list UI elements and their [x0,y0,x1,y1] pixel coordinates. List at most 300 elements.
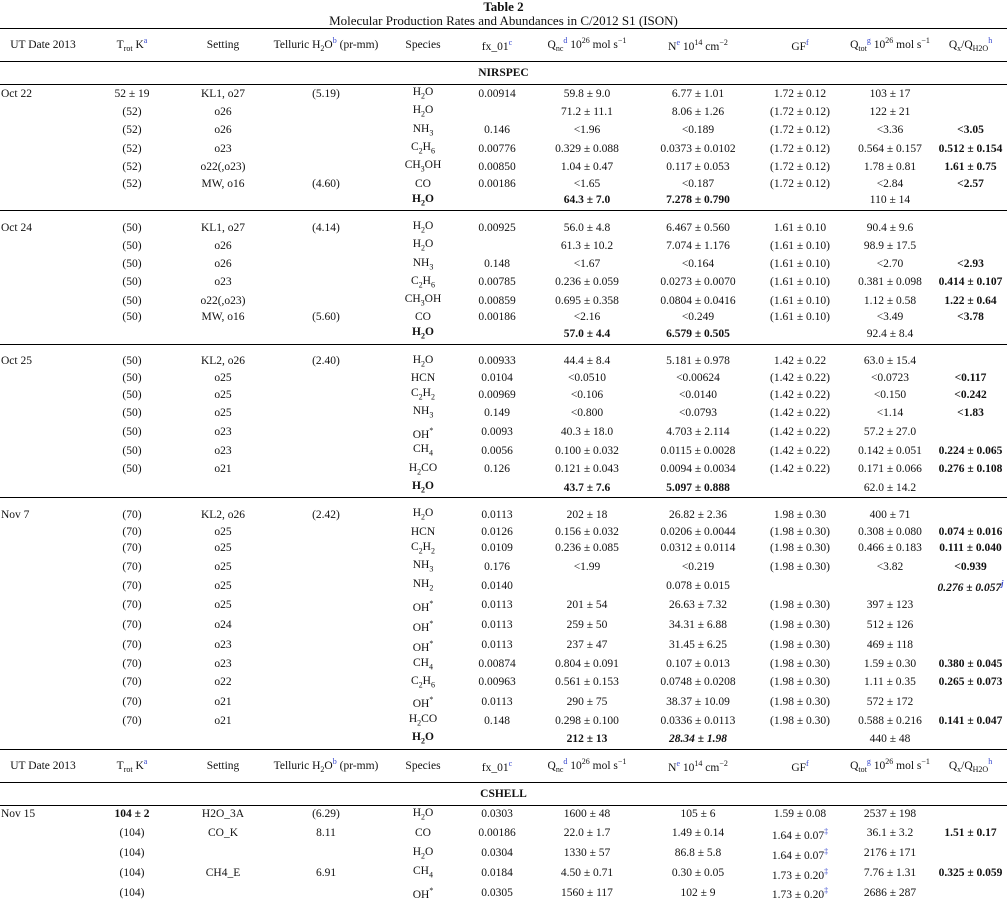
cell-telluric [268,442,384,460]
cell-qnc: 56.0 ± 4.8 [563,221,611,234]
cell-qnc: 0.236 ± 0.085 [555,542,619,555]
cell-qnc: 1560 ± 117 [561,886,613,899]
cell-qnc: 0.561 ± 0.153 [555,676,619,689]
cell-trot: 52 ± 19 [114,87,150,100]
table-row [0,883,1007,903]
cell-trot: (70) [122,525,142,538]
table-row [0,576,1007,596]
col-header-date: UT Date 2013 [10,759,76,772]
cell-species: CO [415,177,431,190]
cell-gf: (1.42 ± 0.22) [770,406,830,419]
cell-trot [86,325,178,344]
cell-qx: 1.22 ± 0.64 [944,294,997,307]
cell-n: 7.074 ± 1.176 [666,239,730,252]
col-header-gf: $GF^f$ [791,758,809,774]
cell-date [0,140,86,158]
cell-setting: o26 [214,239,232,252]
cell-fx: 0.00776 [478,142,516,155]
cell-date [0,158,86,176]
cell-gf [754,192,846,211]
cell-qtot: <3.49 [876,311,904,324]
cell-telluric [268,140,384,158]
cell-species: $H_2O$ [412,86,434,101]
table-row [0,325,1007,344]
cell-setting [178,325,268,344]
cell-fx: 0.00914 [478,87,516,100]
cell-species: $H_2O$ [384,730,462,749]
cell-trot: (70) [122,599,142,612]
cell-qtot: <0.0723 [870,371,910,384]
col-header-fx: fx_01$^c$ [481,38,513,53]
cell-gf: (1.61 ± 0.10) [770,276,830,289]
cell-trot: (70) [122,639,142,652]
cell-setting: o25 [214,560,232,573]
cell-qnc: 64.3 ± 7.0 [532,192,642,211]
cell-qtot: 63.0 ± 15.4 [863,355,917,368]
col-header-setting: Setting [206,39,240,52]
cell-fx: 0.0113 [481,508,513,521]
cell-n: 5.097 ± 0.888 [642,479,754,498]
cell-qtot: 110 ± 14 [846,192,934,211]
cell-species: OH* [412,695,434,710]
cell-qtot: 0.142 ± 0.051 [858,445,922,458]
col-header-qtot: $Q_{tot}^g$ $10^{26}$ mol $s^{-1}$ [850,36,930,54]
cell-species: CO [415,827,431,840]
cell-setting [178,883,268,903]
cell-qnc: 44.4 ± 8.4 [563,355,611,368]
cell-setting: o21 [214,463,232,476]
cell-setting: o22(,o23) [200,160,246,173]
cell-date [0,864,86,884]
cell-qtot: 122 ± 21 [869,106,911,119]
section-heading-cshell: CSHELL [0,782,1007,805]
col-header-trot: $T_{rot}$ $K^a$ [116,756,148,774]
cell-setting: o26 [214,124,232,137]
cell-telluric [268,576,384,596]
cell-gf: (1.61 ± 0.10) [770,239,830,252]
table-row [0,844,1007,864]
cell-date [0,292,86,310]
cell-fx: 0.148 [484,714,510,727]
table-row [0,805,1007,824]
table-row [0,616,1007,636]
cell-qx: <1.83 [957,406,984,419]
cell-setting: o26 [214,106,232,119]
cell-species: $H_2O$ [384,192,462,211]
cell-date [0,692,86,712]
cell-n: 5.181 ± 0.978 [666,355,730,368]
cell-n: 34.31 ± 6.88 [668,619,728,632]
cell-species: $CH_4$ [413,865,433,880]
cell-telluric: 8.11 [316,827,336,840]
cell-gf: 1.73 ± 0.20‡ [771,866,829,882]
cell-n: 6.467 ± 0.560 [666,221,730,234]
table-row [0,237,1007,255]
table-row [0,85,1007,104]
block-spacer [0,344,1007,353]
cell-trot: (70) [122,619,142,632]
cell-date [0,558,86,576]
cell-date [0,325,86,344]
cell-fx: 0.00933 [478,355,516,368]
cell-telluric [268,674,384,692]
cell-trot: (50) [122,258,142,271]
cell-n: <0.189 [681,124,715,137]
cell-qnc: 61.3 ± 10.2 [560,239,614,252]
cell-qx [934,636,1007,656]
cell-gf: 1.59 ± 0.08 [773,808,827,821]
cell-qx: $0.276 \pm 0.057^j$ [937,579,1004,595]
production-rates-table [0,28,1007,903]
table-row [0,103,1007,121]
cell-n: 26.82 ± 2.36 [668,508,728,521]
cell-qnc: 0.695 ± 0.358 [555,294,619,307]
cell-qtot: 90.4 ± 9.6 [866,221,914,234]
cell-telluric [268,461,384,479]
cell-qtot: 1.78 ± 0.81 [863,160,917,173]
cell-date [0,310,86,325]
cell-n: 38.37 ± 10.09 [666,695,730,708]
cell-qnc: 1330 ± 57 [563,847,611,860]
cell-gf: (1.98 ± 0.30) [770,542,830,555]
cell-date: Oct 22 [1,87,32,100]
cell-trot: (50) [122,406,142,419]
cell-gf: 1.64 ± 0.07‡ [771,846,829,862]
cell-trot: (52) [122,177,142,190]
cell-qx: 0.414 ± 0.107 [938,276,1003,289]
cell-qx [934,596,1007,616]
cell-qnc: 0.329 ± 0.088 [555,142,619,155]
cell-qnc: 0.236 ± 0.059 [555,276,619,289]
cell-gf: (1.98 ± 0.30) [770,676,830,689]
cell-gf: (1.98 ± 0.30) [770,714,830,727]
cell-n: 26.63 ± 7.32 [668,599,728,612]
cell-n: 105 ± 6 [680,808,716,821]
cell-telluric [268,256,384,274]
cell-fx [462,479,532,498]
cell-qx [934,506,1007,524]
cell-n: <0.187 [681,177,715,190]
cell-telluric [268,540,384,558]
cell-gf: (1.98 ± 0.30) [770,695,830,708]
cell-qnc: <2.16 [573,311,601,324]
cell-setting [178,730,268,749]
cell-qx [934,692,1007,712]
cell-trot: (70) [122,658,142,671]
cell-date: Nov 7 [1,508,30,521]
cell-qx: <2.57 [957,177,984,190]
cell-date [0,371,86,386]
cell-setting: KL1, o27 [200,221,246,234]
cell-gf: (1.72 ± 0.12) [770,106,830,119]
cell-fx: 0.0113 [481,619,513,632]
cell-telluric: (5.19) [312,87,340,100]
cell-setting: o23 [214,639,232,652]
cell-date [0,256,86,274]
cell-qnc: 43.7 ± 7.6 [532,479,642,498]
cell-gf [754,479,846,498]
cell-fx: 0.00859 [478,294,516,307]
cell-qx [934,219,1007,237]
cell-species: $H_2O$ [412,353,434,368]
cshell-section [0,782,1007,903]
cell-species: $C_2H_6$ [411,141,435,156]
cell-fx: 0.149 [484,406,510,419]
cell-qx [934,730,1007,749]
cell-n: 0.0094 ± 0.0034 [660,463,736,476]
cell-telluric [268,404,384,422]
cell-telluric [268,158,384,176]
table-row [0,596,1007,616]
cell-telluric [268,558,384,576]
cell-species: OH* [412,599,434,614]
cell-species: $CH_3OH$ [404,159,442,174]
cell-gf: (1.98 ± 0.30) [770,560,830,573]
cell-qnc: 212 ± 13 [532,730,642,749]
table-row [0,692,1007,712]
cell-date [0,237,86,255]
cell-gf: 1.73 ± 0.20‡ [771,886,829,902]
cell-qx [934,805,1007,824]
table-row [0,423,1007,443]
cell-telluric: (6.29) [312,808,340,821]
cell-telluric [268,423,384,443]
cell-fx: 0.0093 [481,425,513,438]
cell-qtot: <3.36 [876,124,904,137]
table-row [0,864,1007,884]
cell-gf: (1.98 ± 0.30) [770,619,830,632]
table-row [0,192,1007,211]
cell-fx: 0.00186 [478,827,516,840]
cell-fx: 0.00186 [478,311,516,324]
cell-species: $C_2H_6$ [411,274,435,290]
cell-telluric [268,525,384,540]
cell-qx [934,844,1007,864]
cell-trot: (70) [122,542,142,555]
table-row [0,177,1007,192]
cell-date: Nov 15 [1,808,36,821]
cell-fx: 0.0184 [481,867,513,879]
cell-telluric [268,596,384,616]
cell-qtot: 0.381 ± 0.098 [858,276,922,289]
cell-gf: 1.98 ± 0.30 [773,508,827,521]
table-row [0,730,1007,749]
cell-date [0,616,86,636]
cell-qnc: 1600 ± 48 [563,808,611,821]
cell-trot: (50) [122,239,142,252]
cell-fx: 0.0126 [481,525,513,538]
cell-fx: 0.126 [484,463,510,476]
section-heading-nirspec: NIRSPEC [0,62,1007,85]
cell-gf: (1.42 ± 0.22) [770,425,830,438]
cell-qtot: 0.171 ± 0.066 [858,463,922,476]
cell-qnc: <0.106 [570,388,604,401]
table-caption [0,0,1007,28]
cell-n: 0.0115 ± 0.0028 [660,445,736,458]
cell-telluric: 6.91 [315,867,337,879]
cell-qtot: 2686 ± 287 [863,886,917,899]
cell-n: 0.0336 ± 0.0113 [660,714,736,727]
cell-qnc: 237 ± 47 [566,639,608,652]
cell-n: 0.0312 ± 0.0114 [660,542,736,555]
cell-qnc: 259 ± 50 [566,619,608,632]
table-header-row [0,29,1007,62]
cell-species: HCN [410,371,436,384]
cell-date [0,540,86,558]
cell-setting: o25 [214,406,232,419]
cell-qx [934,423,1007,443]
cell-date: Oct 25 [1,355,32,368]
cell-setting: CO_K [207,827,239,840]
cell-gf: (1.72 ± 0.12) [770,142,830,155]
cell-qx: <0.117 [954,371,987,384]
cell-gf [754,730,846,749]
cell-qx: <3.05 [957,124,984,137]
cell-trot: (50) [122,445,142,458]
cell-telluric [268,325,384,344]
cell-species: $H_2O$ [412,219,434,235]
cell-qnc: <0.0510 [567,371,607,384]
col-header-telluric: Telluric $H_2O^b$ (pr-mm) [273,36,379,54]
col-header-species: Species [405,759,441,772]
cell-qtot: 92.4 ± 8.4 [846,325,934,344]
cell-date [0,596,86,616]
cell-qx: 0.111 ± 0.040 [939,542,1002,555]
cell-qx [934,103,1007,121]
cell-date [0,274,86,292]
cell-trot: (70) [122,714,142,727]
cell-date [0,844,86,864]
cell-qtot: 469 ± 118 [866,639,914,652]
col-header-qnc: $Q_{nc}^d$ $10^{26}$ mol $s^{-1}$ [547,756,627,774]
cell-gf: (1.98 ± 0.30) [770,599,830,612]
cell-qtot: 62.0 ± 14.2 [846,479,934,498]
cell-trot: (50) [122,463,142,476]
cell-qtot: 400 ± 71 [869,508,911,521]
cell-gf: (1.61 ± 0.10) [770,311,830,324]
cell-n: 0.078 ± 0.015 [666,579,730,592]
cell-qx: 0.141 ± 0.047 [938,714,1003,727]
cell-setting: o25 [214,371,232,384]
cell-date [0,192,86,211]
cell-n: 4.703 ± 2.114 [666,425,730,438]
cell-gf: 1.42 ± 0.22 [773,355,827,368]
cell-fx [462,192,532,211]
table-row [0,506,1007,524]
cell-date [0,404,86,422]
cell-telluric [268,883,384,903]
cell-n: 6.77 ± 1.01 [671,87,725,100]
cell-date [0,386,86,404]
cell-n: 0.0206 ± 0.0044 [660,525,736,538]
cell-telluric [268,386,384,404]
cell-fx: 0.0113 [481,695,513,708]
cell-qtot: 0.588 ± 0.216 [858,714,922,727]
cell-fx: 0.0056 [481,445,513,458]
cell-qnc: <1.67 [573,258,601,271]
cell-n: <0.0140 [678,388,718,401]
col-header-n: $N^e$ $10^{14}$ $cm^{-2}$ [668,38,728,53]
col-header-fx: fx_01$^c$ [481,758,513,774]
col-header-trot: $T_{rot}$ $K^a$ [116,36,148,54]
cell-n: 1.49 ± 0.14 [671,827,725,840]
cell-qx [934,237,1007,255]
cell-species: OH* [412,425,434,441]
table-header-row-repeat [0,749,1007,782]
cell-species: $CH_4$ [413,656,433,671]
table-row [0,674,1007,692]
cell-species: $H_2CO$ [408,461,438,476]
cell-species: $H_2O$ [412,806,434,821]
cell-qtot: <2.84 [876,177,904,190]
cell-trot: (104) [119,847,145,860]
cell-fx: 0.0104 [481,371,513,384]
cell-trot: (50) [122,294,142,307]
cell-trot: (104) [119,886,145,899]
table-row [0,256,1007,274]
cell-gf: 1.61 ± 0.10 [773,221,827,234]
cell-qnc: 71.2 ± 11.1 [561,106,613,119]
cell-fx: 0.0303 [481,808,513,821]
cell-trot: (50) [122,425,142,438]
cell-qx [934,479,1007,498]
cell-qx [934,192,1007,211]
cell-setting: o23 [214,276,232,289]
cell-fx: 0.0113 [481,639,513,652]
cell-species: $H_2O$ [384,479,462,498]
table-row [0,219,1007,237]
cell-gf: (1.98 ± 0.30) [770,525,830,538]
cell-gf: (1.98 ± 0.30) [770,658,830,671]
cell-gf [754,325,846,344]
cell-qx: <2.93 [957,258,984,271]
cell-telluric [268,844,384,864]
cell-date [0,674,86,692]
cell-n: 0.0273 ± 0.0070 [660,276,736,289]
cell-n: 8.06 ± 1.26 [671,106,725,119]
cell-date [0,103,86,121]
table-row [0,558,1007,576]
cell-telluric [268,692,384,712]
cell-setting: MW, o16 [201,311,245,324]
cell-qnc: 4.50 ± 0.71 [560,867,614,879]
cell-species: $H_2O$ [384,325,462,344]
cell-telluric [268,192,384,211]
cell-qnc: 202 ± 18 [566,508,608,521]
cell-qnc: 1.04 ± 0.47 [560,160,614,173]
cell-setting: KL2, o26 [200,508,246,521]
cell-qnc: 0.298 ± 0.100 [555,714,619,727]
cell-qx: 0.224 ± 0.065 [938,445,1003,458]
cell-fx: 0.148 [484,258,510,271]
cell-species: $H_2O$ [412,238,434,253]
cell-species: $H_2O$ [412,845,434,860]
cell-species: $C_2H_2$ [411,386,435,402]
cell-qx: <0.939 [954,560,987,573]
cell-species: $NH_3$ [412,122,434,138]
table-row [0,824,1007,844]
cell-gf: (1.42 ± 0.22) [770,388,830,401]
cell-qx [934,883,1007,903]
cell-qtot: 0.308 ± 0.080 [858,525,922,538]
cell-gf: (1.61 ± 0.10) [770,258,830,271]
cell-n: 0.117 ± 0.053 [666,160,730,173]
cell-qnc [532,576,642,596]
cell-qtot: 0.466 ± 0.183 [858,542,922,555]
cell-qnc: 0.156 ± 0.032 [555,525,619,538]
cell-gf: 1.64 ± 0.07‡ [771,826,829,842]
cell-fx: 0.00850 [478,160,516,173]
